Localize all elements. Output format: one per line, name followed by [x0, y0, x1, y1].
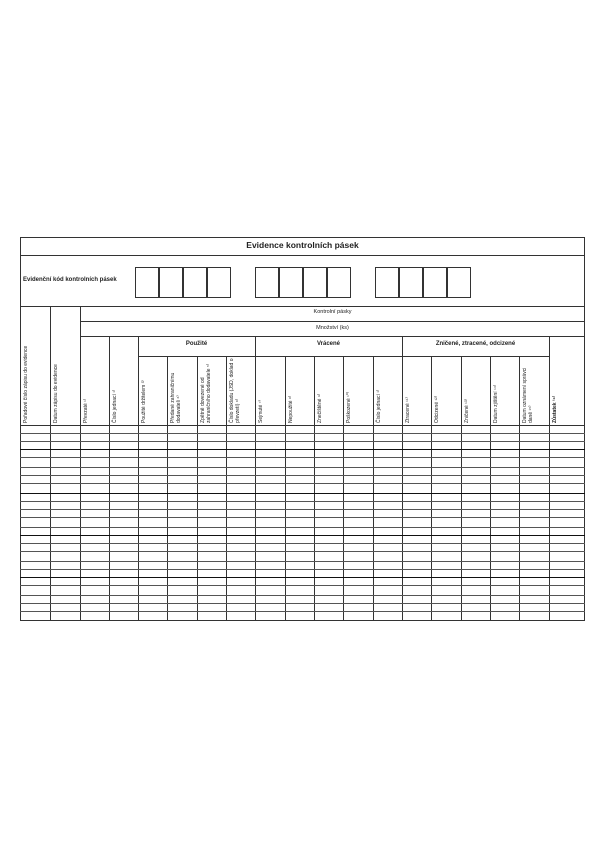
- column-label: Zpětně dovezené od zahraničního dodavatele ⁵⁾: [200, 363, 212, 423]
- grid-line: [431, 356, 432, 621]
- column-label: Předané zahraničnímu dodavateli ⁴⁾: [170, 372, 182, 423]
- column-label: Datum zjištění ¹⁴⁾: [493, 384, 499, 423]
- table-row: [20, 595, 585, 596]
- header-kontrolni-pasky: Kontrolní pásky: [313, 309, 352, 315]
- code-digit-box[interactable]: [327, 267, 351, 298]
- table-row: [20, 603, 585, 604]
- table-row: [20, 527, 585, 528]
- table-row: [20, 483, 585, 484]
- code-digit-box[interactable]: [279, 267, 303, 298]
- table-row: [20, 441, 585, 442]
- grid-line: [109, 336, 110, 621]
- grid-line: [80, 306, 81, 621]
- grid-line: [519, 356, 520, 621]
- column-label: Datum zápisu do evidence: [53, 364, 59, 423]
- column-label: Použité držitelem ³⁾: [141, 380, 147, 423]
- table-row: [20, 561, 585, 562]
- grid-line: [314, 356, 315, 621]
- group-vracene: Vrácené: [316, 341, 341, 347]
- column-label: Ztracené ¹¹⁾: [405, 397, 411, 423]
- column-label: Číslo jednací ¹⁾: [112, 389, 118, 423]
- column-label: Odcizené ¹²⁾: [434, 395, 440, 423]
- column-label: Číslo dokladu (JSD, doklad o převzetí) ⁶⁾: [229, 358, 241, 423]
- code-digit-box[interactable]: [135, 267, 159, 298]
- grid-line: [285, 356, 286, 621]
- code-digit-box[interactable]: [447, 267, 471, 298]
- table-row: [20, 467, 585, 468]
- grid-line: [373, 356, 374, 621]
- code-digit-box[interactable]: [159, 267, 183, 298]
- column-label: Poškozené ¹⁰⁾: [346, 391, 352, 423]
- column-label: Datum oznámení správci daně ¹⁵⁾: [522, 367, 534, 423]
- grid-line: [197, 356, 198, 621]
- table-row: [20, 535, 585, 536]
- grid-line: [50, 306, 51, 621]
- table-row: [20, 509, 585, 510]
- table-row: [20, 551, 585, 552]
- grid-line: [461, 356, 462, 621]
- column-label: Číslo jednací ¹⁾: [376, 389, 382, 423]
- header-mnozstvi: Množství (ks): [316, 325, 349, 331]
- table-row: [20, 449, 585, 450]
- table-row: [20, 569, 585, 570]
- table-row: [20, 611, 585, 612]
- code-divider: [20, 306, 585, 307]
- grid-line: [167, 356, 168, 621]
- table-row: [20, 493, 585, 494]
- header-bottom-line: [20, 425, 585, 426]
- title-divider: [20, 255, 585, 256]
- header-divider: [80, 321, 585, 322]
- column-label: Pořadové číslo zápisu do evidence: [23, 345, 29, 423]
- table-row: [20, 475, 585, 476]
- code-digit-box[interactable]: [303, 267, 327, 298]
- code-digit-box[interactable]: [255, 267, 279, 298]
- table-row: [20, 433, 585, 434]
- code-digit-box[interactable]: [207, 267, 231, 298]
- control-tape-record-form: [20, 237, 585, 621]
- code-digit-box[interactable]: [423, 267, 447, 298]
- grid-line: [402, 336, 403, 621]
- group-pouzite: Použité: [185, 341, 208, 347]
- column-label: Zůstatek ¹⁶⁾: [552, 395, 558, 423]
- table-row: [20, 577, 585, 578]
- form-title: Evidence kontrolních pásek: [246, 240, 359, 250]
- grid-line: [490, 356, 491, 621]
- code-digit-box[interactable]: [399, 267, 423, 298]
- grid-line: [549, 336, 550, 621]
- group-znicene: Zničené, ztracené, odcizené: [435, 341, 516, 347]
- table-row: [20, 457, 585, 458]
- header-divider: [80, 336, 585, 337]
- code-digit-box[interactable]: [183, 267, 207, 298]
- column-label: Sejmuté ⁷⁾: [258, 400, 264, 423]
- column-label: Zničené ¹³⁾: [464, 399, 470, 423]
- code-label: Evidenční kód kontrolních pásek: [23, 277, 117, 283]
- table-row: [20, 501, 585, 502]
- table-row: [20, 543, 585, 544]
- column-label: Nepoužité ⁸⁾: [288, 395, 294, 423]
- code-digit-box[interactable]: [375, 267, 399, 298]
- grid-line: [343, 356, 344, 621]
- table-row: [20, 517, 585, 518]
- column-label: Znečištěné ⁹⁾: [317, 393, 323, 423]
- table-row: [20, 585, 585, 586]
- grid-line: [138, 336, 139, 621]
- column-label: Převzaté ¹⁾: [83, 398, 89, 423]
- grid-line: [255, 336, 256, 621]
- grid-line: [226, 356, 227, 621]
